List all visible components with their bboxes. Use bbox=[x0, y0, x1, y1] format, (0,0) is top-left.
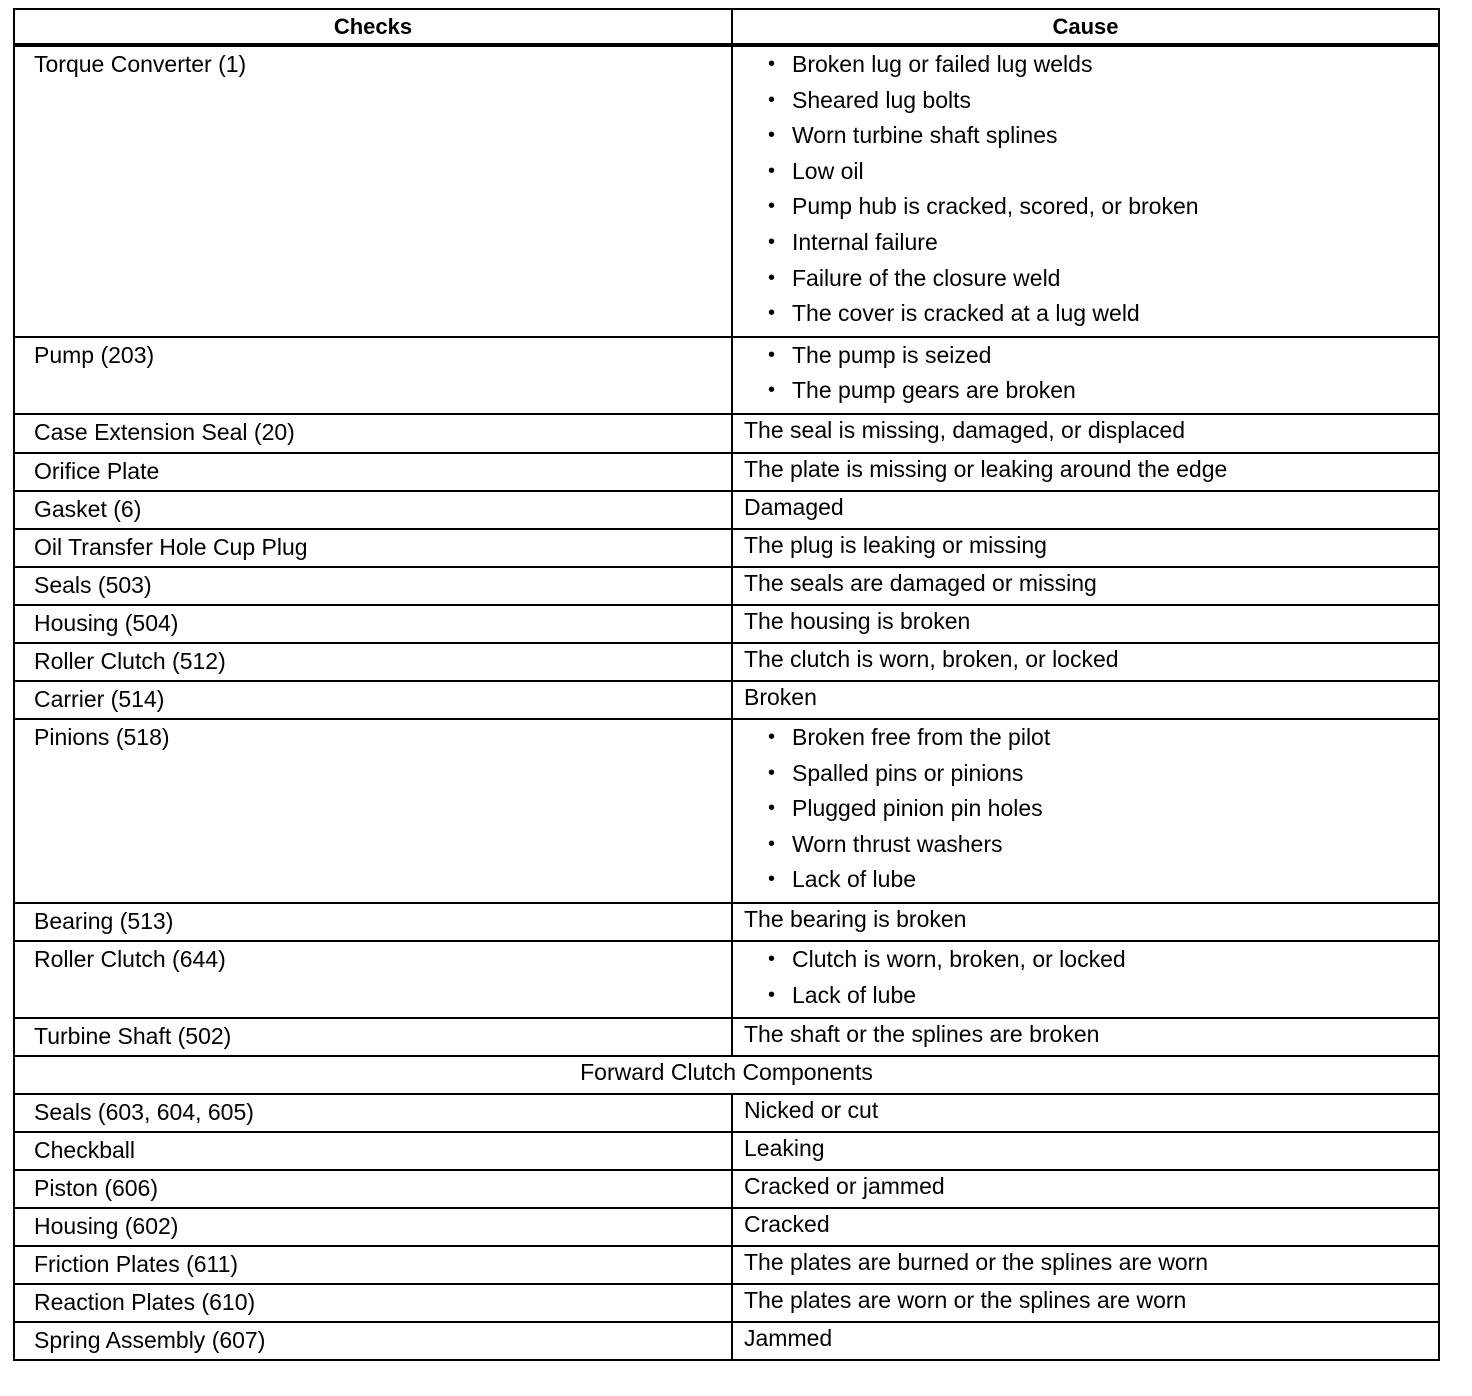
table-row bbox=[14, 1132, 1439, 1170]
check-cell: Spring Assembly (607) bbox=[14, 1322, 732, 1360]
check-cell: Carrier (514) bbox=[14, 681, 732, 719]
cause-cell: The seal is missing, damaged, or displaced bbox=[732, 414, 1439, 453]
table-row bbox=[14, 1094, 1439, 1132]
cause-cell: Damaged bbox=[732, 491, 1439, 529]
list-item: • The cover is cracked at a lug weld bbox=[765, 300, 1438, 336]
list-item: • The pump gears are broken bbox=[765, 377, 1438, 413]
cause-cell: The plates are burned or the splines are worn bbox=[732, 1246, 1439, 1284]
check-cell: Seals (503) bbox=[14, 567, 732, 605]
cause-cell: Leaking bbox=[732, 1132, 1439, 1170]
list-item: • Lack of lube bbox=[765, 866, 1438, 902]
check-cell: Roller Clutch (644) bbox=[14, 941, 732, 1018]
cause-cell: The clutch is worn, broken, or locked bbox=[732, 643, 1439, 681]
table-row bbox=[14, 1208, 1439, 1246]
table-row bbox=[14, 1284, 1439, 1322]
cause-header: Cause bbox=[732, 9, 1439, 45]
check-cell: Turbine Shaft (502) bbox=[14, 1018, 732, 1056]
list-item: • Broken free from the pilot bbox=[765, 724, 1438, 760]
check-cell: Oil Transfer Hole Cup Plug bbox=[14, 529, 732, 567]
table-row bbox=[14, 719, 1439, 903]
section-title: Forward Clutch Components bbox=[14, 1056, 1439, 1094]
cause-cell: Jammed bbox=[732, 1322, 1439, 1360]
list-item: • Failure of the closure weld bbox=[765, 265, 1438, 301]
cause-cell: The housing is broken bbox=[732, 605, 1439, 643]
table-row bbox=[14, 1170, 1439, 1208]
check-cell: Roller Clutch (512) bbox=[14, 643, 732, 681]
table-row bbox=[14, 453, 1439, 491]
checks-header: Checks bbox=[14, 9, 732, 45]
list-item: • Lack of lube bbox=[765, 982, 1438, 1018]
table-row bbox=[14, 1246, 1439, 1284]
check-cell: Orifice Plate bbox=[14, 453, 732, 491]
diagnosis-table bbox=[13, 8, 1440, 1361]
check-cell: Gasket (6) bbox=[14, 491, 732, 529]
table-row bbox=[14, 567, 1439, 605]
list-item: • Internal failure bbox=[765, 229, 1438, 265]
check-cell: Housing (504) bbox=[14, 605, 732, 643]
table-row bbox=[14, 491, 1439, 529]
table-row bbox=[14, 337, 1439, 414]
cause-list bbox=[765, 724, 1438, 902]
check-cell: Pinions (518) bbox=[14, 719, 732, 903]
list-item: • Low oil bbox=[765, 158, 1438, 194]
cause-cell bbox=[732, 719, 1439, 903]
table-row bbox=[14, 681, 1439, 719]
check-cell: Seals (603, 604, 605) bbox=[14, 1094, 732, 1132]
cause-cell: The bearing is broken bbox=[732, 903, 1439, 941]
list-item: • The pump is seized bbox=[765, 342, 1438, 378]
table-row bbox=[14, 941, 1439, 1018]
cause-cell: The plates are worn or the splines are worn bbox=[732, 1284, 1439, 1322]
header-row bbox=[14, 9, 1439, 45]
section-row bbox=[14, 1056, 1439, 1094]
check-cell: Housing (602) bbox=[14, 1208, 732, 1246]
cause-cell: The plug is leaking or missing bbox=[732, 529, 1439, 567]
cause-cell: The shaft or the splines are broken bbox=[732, 1018, 1439, 1056]
check-cell: Piston (606) bbox=[14, 1170, 732, 1208]
cause-list bbox=[765, 946, 1438, 1017]
table-row bbox=[14, 414, 1439, 453]
check-cell: Checkball bbox=[14, 1132, 732, 1170]
list-item: • Pump hub is cracked, scored, or broken bbox=[765, 193, 1438, 229]
list-item: • Clutch is worn, broken, or locked bbox=[765, 946, 1438, 982]
table-row bbox=[14, 1322, 1439, 1360]
list-item: • Spalled pins or pinions bbox=[765, 760, 1438, 796]
cause-cell bbox=[732, 45, 1439, 337]
list-item: • Broken lug or failed lug welds bbox=[765, 51, 1438, 87]
check-cell: Torque Converter (1) bbox=[14, 45, 732, 337]
table-row bbox=[14, 643, 1439, 681]
list-item: • Worn thrust washers bbox=[765, 831, 1438, 867]
table-row bbox=[14, 903, 1439, 941]
cause-cell: Nicked or cut bbox=[732, 1094, 1439, 1132]
cause-cell: The plate is missing or leaking around the edge bbox=[732, 453, 1439, 491]
cause-cell bbox=[732, 337, 1439, 414]
table-row bbox=[14, 1018, 1439, 1056]
cause-cell: The seals are damaged or missing bbox=[732, 567, 1439, 605]
cause-cell: Cracked or jammed bbox=[732, 1170, 1439, 1208]
list-item: • Plugged pinion pin holes bbox=[765, 795, 1438, 831]
check-cell: Case Extension Seal (20) bbox=[14, 414, 732, 453]
check-cell: Friction Plates (611) bbox=[14, 1246, 732, 1284]
table-row bbox=[14, 529, 1439, 567]
table-row bbox=[14, 605, 1439, 643]
cause-cell: Cracked bbox=[732, 1208, 1439, 1246]
cause-list bbox=[765, 342, 1438, 413]
table-row bbox=[14, 45, 1439, 337]
list-item: • Worn turbine shaft splines bbox=[765, 122, 1438, 158]
check-cell: Bearing (513) bbox=[14, 903, 732, 941]
cause-cell bbox=[732, 941, 1439, 1018]
check-cell: Reaction Plates (610) bbox=[14, 1284, 732, 1322]
list-item: • Sheared lug bolts bbox=[765, 87, 1438, 123]
cause-cell: Broken bbox=[732, 681, 1439, 719]
check-cell: Pump (203) bbox=[14, 337, 732, 414]
cause-list bbox=[765, 51, 1438, 336]
